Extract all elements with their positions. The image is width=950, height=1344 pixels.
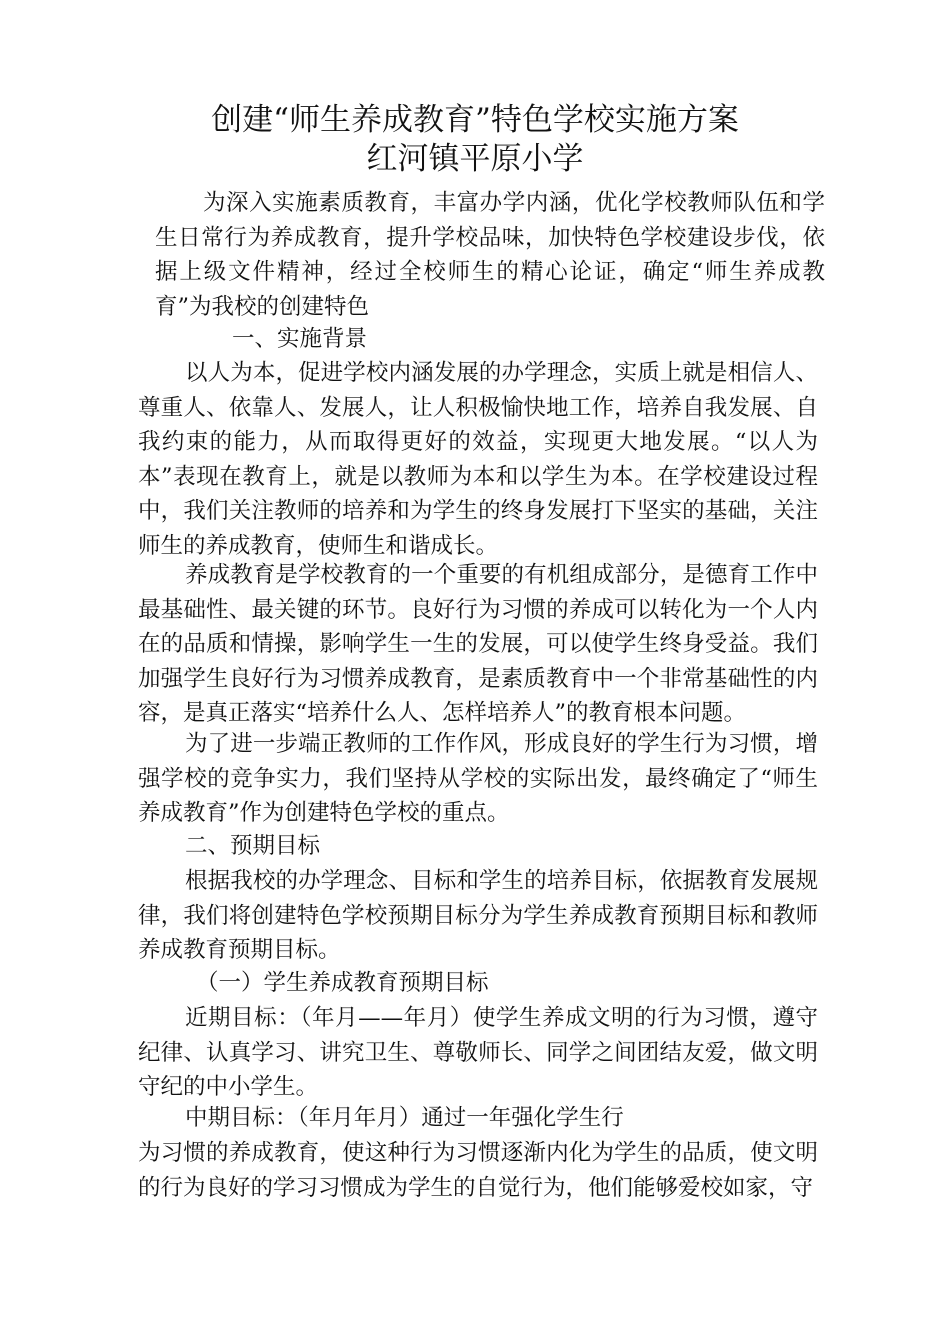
paragraph-mid-term-goal-first-line: 中期目标：（年月年月）通过一年强化学生行 — [185, 1105, 624, 1131]
paragraph-background-1: 以人为本，促进学校内涵发展的办学理念，实质上就是相信人、尊重人、依靠人、发展人，让人积极愉快地工作，培养自我发展、自我约束的能力，从而取得更好的效益，实现更大地发展。“以人为本”表现在教育上，就是以教师为本和以学生为本。在学校建设过程中，我们关注教师的培养和为学生的终身发展打下坚实的基础，关注师生的养成教育，使师生和谐成长。 — [138, 360, 818, 559]
paragraph-near-term-goal: 近期目标：（年月——年月）使学生养成文明的行为习惯，遵守纪律、认真学习、讲究卫生、尊敬师长、同学之间团结友爱，做文明守纪的中小学生。 — [138, 1005, 818, 1100]
subsection-heading-student-goals: （一）学生养成教育预期目标 — [196, 970, 489, 996]
document-title: 创建“师生养成教育”特色学校实施方案 — [211, 102, 739, 138]
paragraph-background-3: 为了进一步端正教师的工作作风，形成良好的学生行为习惯，增强学校的竞争实力，我们坚持从学校的实际出发，最终确定了“师生养成教育”作为创建特色学校的重点。 — [138, 731, 818, 826]
paragraph-goals: 根据我校的办学理念、目标和学生的培养目标，依据教育发展规律，我们将创建特色学校预期目标分为学生养成教育预期目标和教师养成教育预期目标。 — [138, 868, 818, 963]
paragraph-mid-term-goal-continued: 为习惯的养成教育，使这种行为习惯逐渐内化为学生的品质，使文明的行为良好的学习习惯成为学生的自觉行为，他们能够爱校如家，守 — [138, 1140, 818, 1201]
section-heading-background: 一、实施背景 — [232, 326, 368, 352]
school-name: 红河镇平原小学 — [366, 141, 584, 177]
intro-paragraph: 为深入实施素质教育，丰富办学内涵，优化学校教师队伍和学生日常行为养成教育，提升学校品味，加快特色学校建设步伐，依据上级文件精神，经过全校师生的精心论证，确定“师生养成教育”为我校的创建特色 — [155, 190, 825, 320]
section-heading-goals: 二、预期目标 — [185, 833, 321, 859]
paragraph-background-2: 养成教育是学校教育的一个重要的有机组成部分，是德育工作中最基础性、最关键的环节。良好行为习惯的养成可以转化为一个人内在的品质和情操，影响学生一生的发展，可以使学生终身受益。我们加强学生良好行为习惯养成教育，是素质教育中一个非常基础性的内容，是真正落实“培养什么人、怎样培养人”的教育根本问题。 — [138, 562, 818, 726]
